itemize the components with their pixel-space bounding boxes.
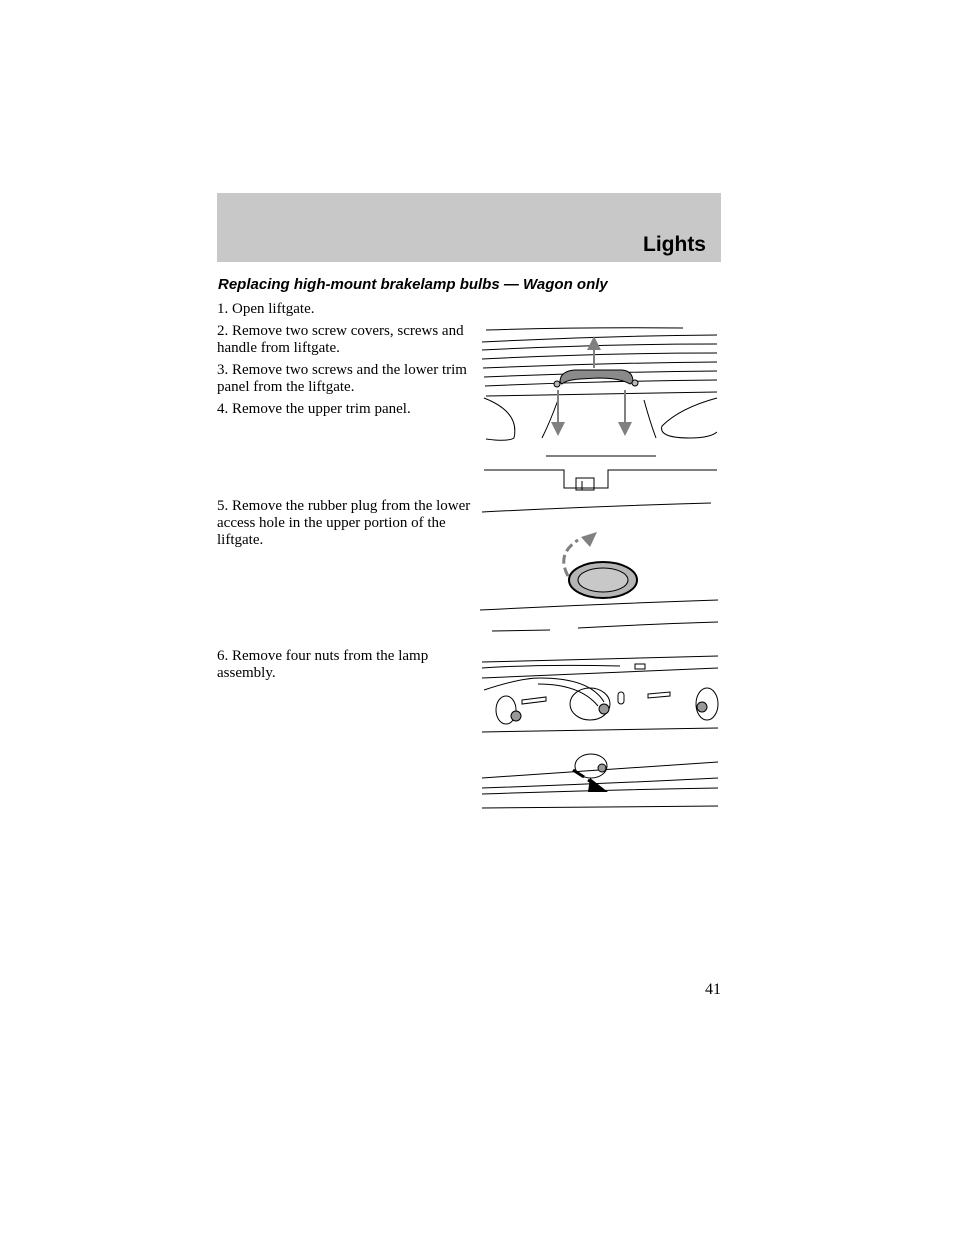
step-6: 6. Remove four nuts from the lamp assembly. (217, 648, 429, 681)
step-3: 3. Remove two screws and the lower trim panel from the liftgate. (217, 362, 467, 395)
rubber-plug-removal-figure (480, 500, 721, 636)
procedure-heading: Replacing high-mount brakelamp bulbs — Wagon only (218, 276, 608, 293)
section-title: Lights (643, 233, 706, 256)
page-number: 41 (705, 981, 721, 998)
step-4: 4. Remove the upper trim panel. (217, 401, 411, 417)
step-2: 2. Remove two screw covers, screws and handle from liftgate. (217, 323, 464, 356)
step-5: 5. Remove the rubber plug from the lower access hole in the upper portion of the liftgate. (217, 498, 471, 548)
liftgate-handle-removal-figure (480, 322, 721, 494)
lamp-assembly-nuts-figure (480, 648, 721, 810)
section-header-band (217, 193, 721, 262)
step-1: 1. Open liftgate. (217, 301, 315, 317)
